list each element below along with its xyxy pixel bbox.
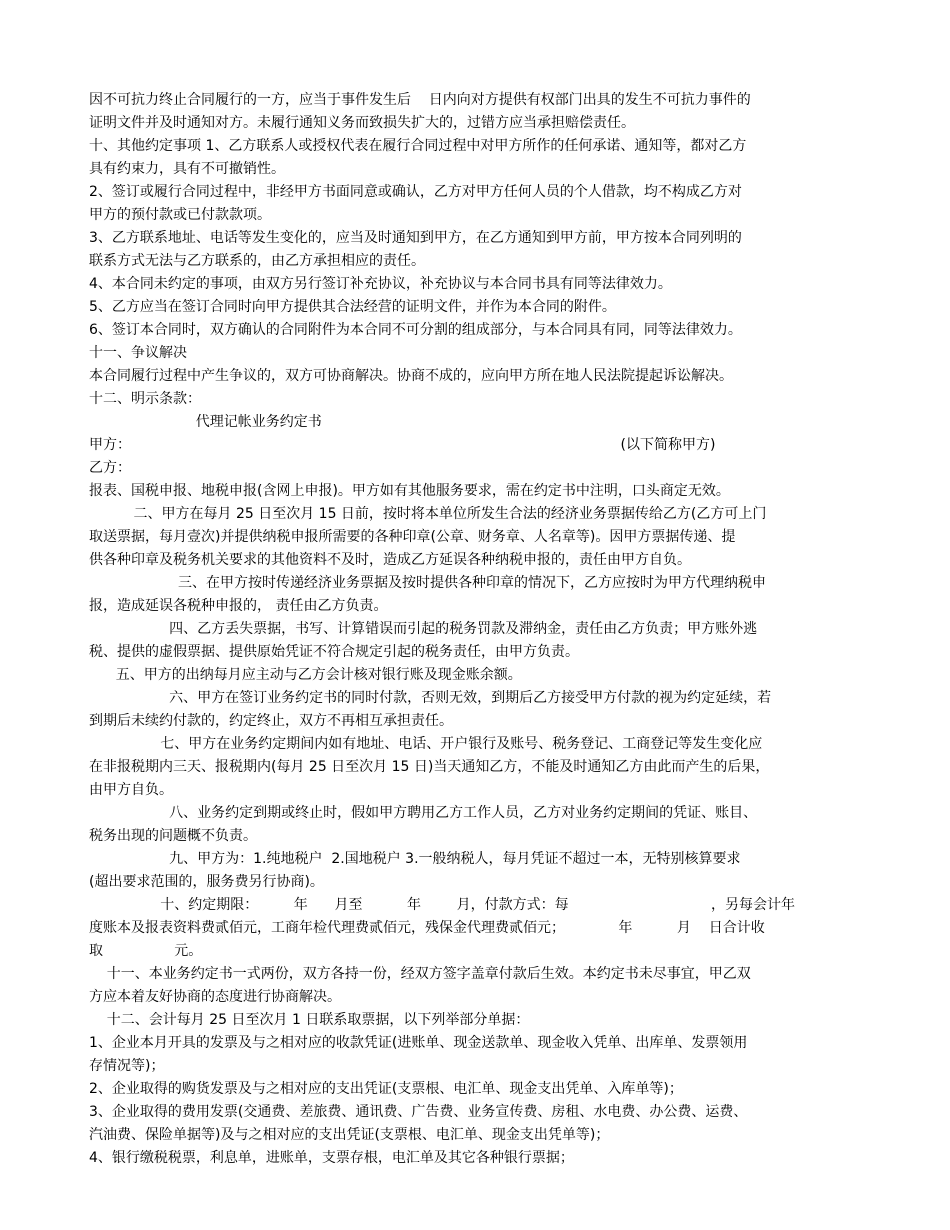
text-line: 九、甲方为：1.纯地税户 2.国地税户 3.一般纳税人，每月凭证不超过一本，无特别核算要求: [89, 851, 741, 867]
text-line: 汽油费、保险单据等)及与之相对应的支出凭证(支票根、电汇单、现金支出凭单等)；: [89, 1127, 610, 1143]
section-heading: 十一、争议解决: [89, 345, 187, 361]
text-line: 具有约束力，具有不可撤销性。: [89, 161, 285, 177]
text-line: 1、企业本月开具的发票及与之相对应的收款凭证(进账单、现金送款单、现金收入凭单、出库单、发票领用: [89, 1035, 748, 1051]
text-line: (超出要求范围的，服务费另行协商)。: [89, 874, 324, 890]
text-line: 报，造成延误各税种申报的， 责任由乙方负责。: [89, 598, 388, 614]
text-line: 方应本着友好协商的态度进行协商解决。: [89, 989, 341, 1005]
text-line: 报表、国税申报、地税申报(含网上申报)。甲方如有其他服务要求，需在约定书中注明，口头商定无效。: [89, 483, 730, 499]
section-heading: 十二、明示条款：: [89, 391, 201, 407]
text-line: 存情况等)；: [89, 1058, 165, 1074]
text-line: 2、签订或履行合同过程中，非经甲方书面同意或确认，乙方对甲方任何人员的个人借款，均不构成乙方对: [89, 184, 742, 200]
text-line: 四、乙方丢失票据，书写、计算错误而引起的税务罚款及滞纳金，责任由乙方负责；甲方账外逃: [89, 621, 758, 637]
text-line: 税、提供的虚假票据、提供原始凭证不符合规定引起的税务责任，由甲方负责。: [89, 644, 579, 660]
text-line: 七、甲方在业务约定期间内如有地址、电话、开户银行及账号、税务登记、工商登记等发生变化应: [89, 736, 763, 752]
text-line: 十、其他约定事项 1、乙方联系人或授权代表在履行合同过程中对甲方所作的任何承诺、通知等，都对乙方: [89, 138, 747, 154]
text-line: 三、在甲方按时传递经济业务票据及按时提供各种印章的情况下，乙方应按时为甲方代理纳税申: [89, 575, 767, 591]
text-line: 五、甲方的出纳每月应主动与乙方会计核对银行账及现金账余额。: [89, 667, 522, 683]
document-title: 代理记帐业务约定书: [89, 414, 322, 430]
text-line: 5、乙方应当在签订合同时向甲方提供其合法经营的证明文件，并作为本合同的附件。: [89, 299, 616, 315]
text-line: 税务出现的问题概不负责。: [89, 828, 257, 844]
text-line: 取送票据，每月壹次)并提供纳税申报所需要的各种印章(公章、财务章、人名章等)。因甲方票据传递、提: [89, 529, 736, 545]
text-line: 因不可抗力终止合同履行的一方，应当于事件发生后 日内向对方提供有权部门出具的发生不可抗力事件的: [89, 92, 751, 108]
text-line: 6、签订本合同时，双方确认的合同附件为本合同不可分割的组成部分，与本合同具有同，同等法律效力。: [89, 322, 742, 338]
text-line: 4、银行缴税税票，利息单，进账单，支票存根，电汇单及其它各种银行票据；: [89, 1150, 574, 1166]
text-line: 取 元。: [89, 943, 203, 959]
text-line: 在非报税期内三天、报税期内(每月 25 日至次月 15 日)当天通知乙方，不能及时通知乙方由此而产生的后果，: [89, 759, 770, 775]
party-a-line: 甲方： (以下简称甲方): [89, 437, 716, 453]
text-line: 联系方式无法与乙方联系的，由乙方承担相应的责任。: [89, 253, 425, 269]
text-line: 八、业务约定到期或终止时，假如甲方聘用乙方工作人员，乙方对业务约定期间的凭证、账目、: [89, 805, 758, 821]
text-line: 供各种印章及税务机关要求的其他资料不及时，造成乙方延误各种纳税申报的，责任由甲方自负。: [89, 552, 691, 568]
text-line: 甲方的预付款或已付款款项。: [89, 207, 271, 223]
text-line: 度账本及报表资料费贰佰元，工商年检代理费贰佰元，残保金代理费贰佰元； 年 月 日合计收: [89, 920, 765, 936]
text-line: 3、企业取得的费用发票(交通费、差旅费、通讯费、广告费、业务宣传费、房租、水电费、办公费、运费、: [89, 1104, 748, 1120]
text-line: 由甲方自负。: [89, 782, 173, 798]
text-line: 3、乙方联系地址、电话等发生变化的，应当及时通知到甲方，在乙方通知到甲方前，甲方按本合同列明的: [89, 230, 742, 246]
text-line: 本合同履行过程中产生争议的，双方可协商解决。协商不成的，应向甲方所在地人民法院提起诉讼解决。: [89, 368, 733, 384]
text-line: 4、本合同未约定的事项，由双方另行签订补充协议，补充协议与本合同书具有同等法律效力。: [89, 276, 672, 292]
text-line: 2、企业取得的购货发票及与之相对应的支出凭证(支票根、电汇单、现金支出凭单、入库单等)；: [89, 1081, 683, 1097]
text-line: 六、甲方在签订业务约定书的同时付款，否则无效，到期后乙方接受甲方付款的视为约定延续，若: [89, 690, 772, 706]
text-line: 到期后未续约付款的，约定终止，双方不再相互承担责任。: [89, 713, 453, 729]
text-line: 二、甲方在每月 25 日至次月 15 日前，按时将本单位所发生合法的经济业务票据传给乙方(乙方可上门: [89, 506, 767, 522]
text-line: 十二、会计每月 25 日至次月 1 日联系取票据，以下列举部分单据：: [89, 1012, 530, 1028]
party-b-line: 乙方：: [89, 460, 131, 476]
text-line: 十一、本业务约定书一式两份，双方各持一份，经双方签字盖章付款后生效。本约定书未尽事宜，甲乙双: [89, 966, 751, 982]
text-line: 十、约定期限： 年 月至 年 月，付款方式：每 ，另每会计年: [89, 897, 796, 913]
text-line: 证明文件并及时通知对方。未履行通知义务而致损失扩大的，过错方应当承担赔偿责任。: [89, 115, 635, 131]
